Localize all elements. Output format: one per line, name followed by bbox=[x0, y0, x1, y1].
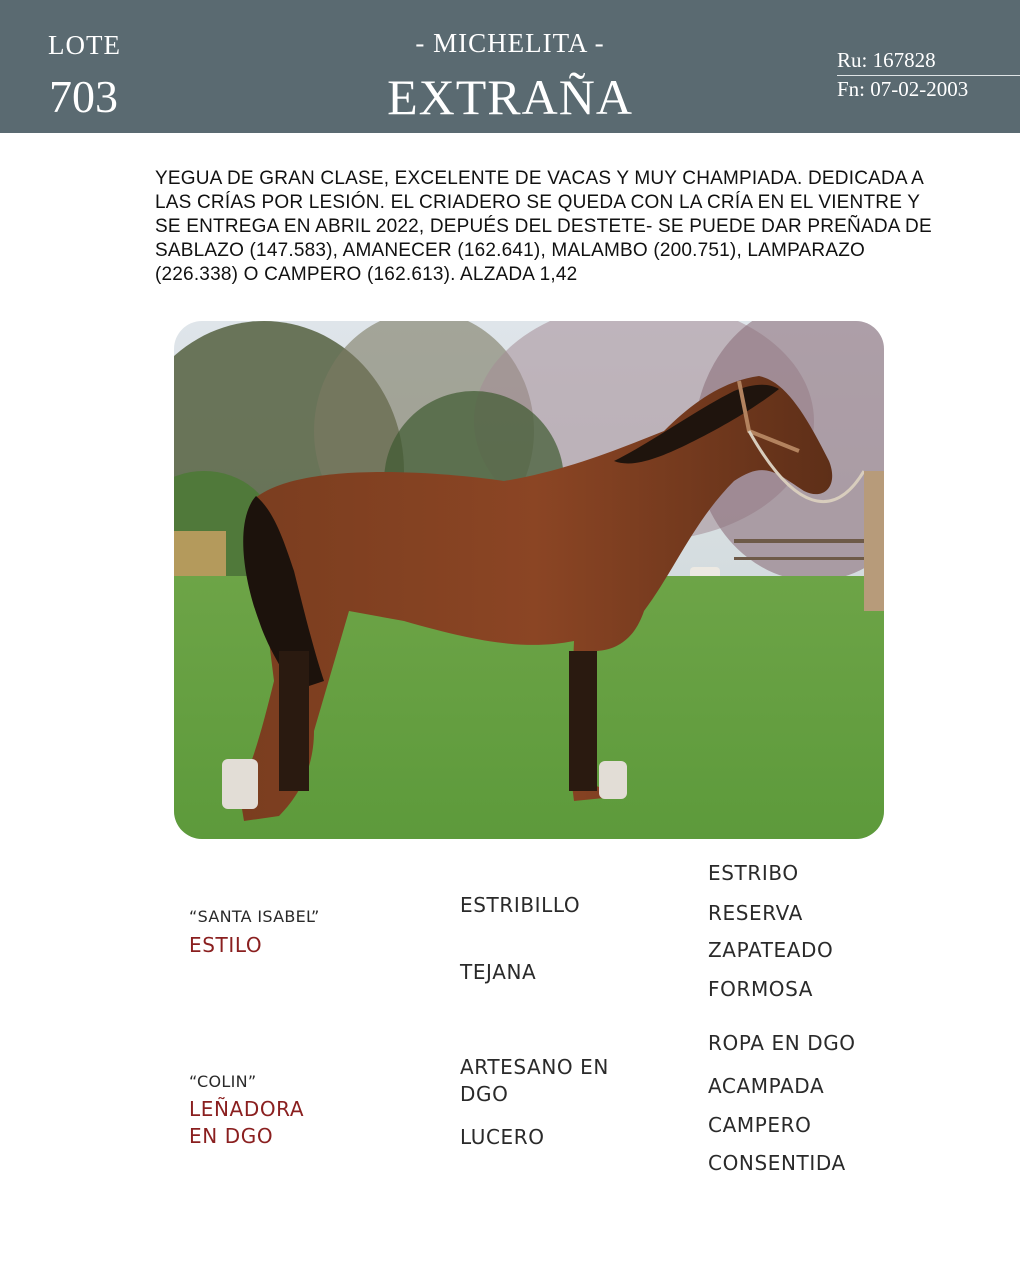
lot-header bbox=[0, 0, 1020, 133]
dam-sire-line1: ARTESANO EN bbox=[460, 1055, 609, 1079]
registration-number: Ru: 167828 bbox=[837, 48, 1020, 76]
horse-photo bbox=[174, 321, 884, 839]
great-grandparent: ROPA EN DGO bbox=[708, 1031, 856, 1055]
dam-name-line1: LEÑADORA bbox=[189, 1097, 305, 1121]
great-grandparent: CONSENTIDA bbox=[708, 1151, 846, 1175]
great-grandparent: RESERVA bbox=[708, 901, 803, 925]
sire-line: - MICHELITA - bbox=[415, 28, 605, 58]
sire-sire: ESTRIBILLO bbox=[460, 893, 581, 917]
sire-name: ESTILO bbox=[189, 933, 263, 957]
dam-sire-line2: DGO bbox=[460, 1082, 509, 1106]
dam-dam: LUCERO bbox=[460, 1125, 545, 1149]
registration-info bbox=[837, 48, 1020, 102]
dam-name-line2: EN DGO bbox=[189, 1124, 274, 1148]
great-grandparent: FORMOSA bbox=[708, 977, 814, 1001]
great-grandparent: ACAMPADA bbox=[708, 1074, 825, 1098]
great-grandparent: CAMPERO bbox=[708, 1113, 812, 1137]
lot-number: 703 bbox=[49, 71, 118, 122]
birth-date: Fn: 07-02-2003 bbox=[837, 77, 969, 101]
dam-breeder: “COLIN” bbox=[189, 1072, 257, 1091]
lot-description: YEGUA DE GRAN CLASE, EXCELENTE DE VACAS Y MUY CHAMPIADA. DEDICADA A LAS CRÍAS POR LESIÓN. EL CRIADERO SE QUEDA CON LA CRÍA EN EL VIENTRE Y SE ENTREGA EN ABRIL 2022, DEPUÉS DEL DESTETE- SE PUEDE DAR PREÑADA DE SABLAZO (147.583), AMANECER (162.641), MALAMBO (200.751), LAMPARAZO (226.338) O CAMPERO (162.613). ALZADA 1,42 bbox=[155, 168, 932, 285]
sire-breeder: “SANTA ISABEL” bbox=[189, 907, 320, 926]
horse-name: EXTRAÑA bbox=[387, 69, 633, 125]
lot-label: LOTE bbox=[48, 30, 121, 60]
great-grandparent: ESTRIBO bbox=[708, 861, 799, 885]
great-grandparent: ZAPATEADO bbox=[708, 938, 834, 962]
sire-dam: TEJANA bbox=[460, 960, 537, 984]
